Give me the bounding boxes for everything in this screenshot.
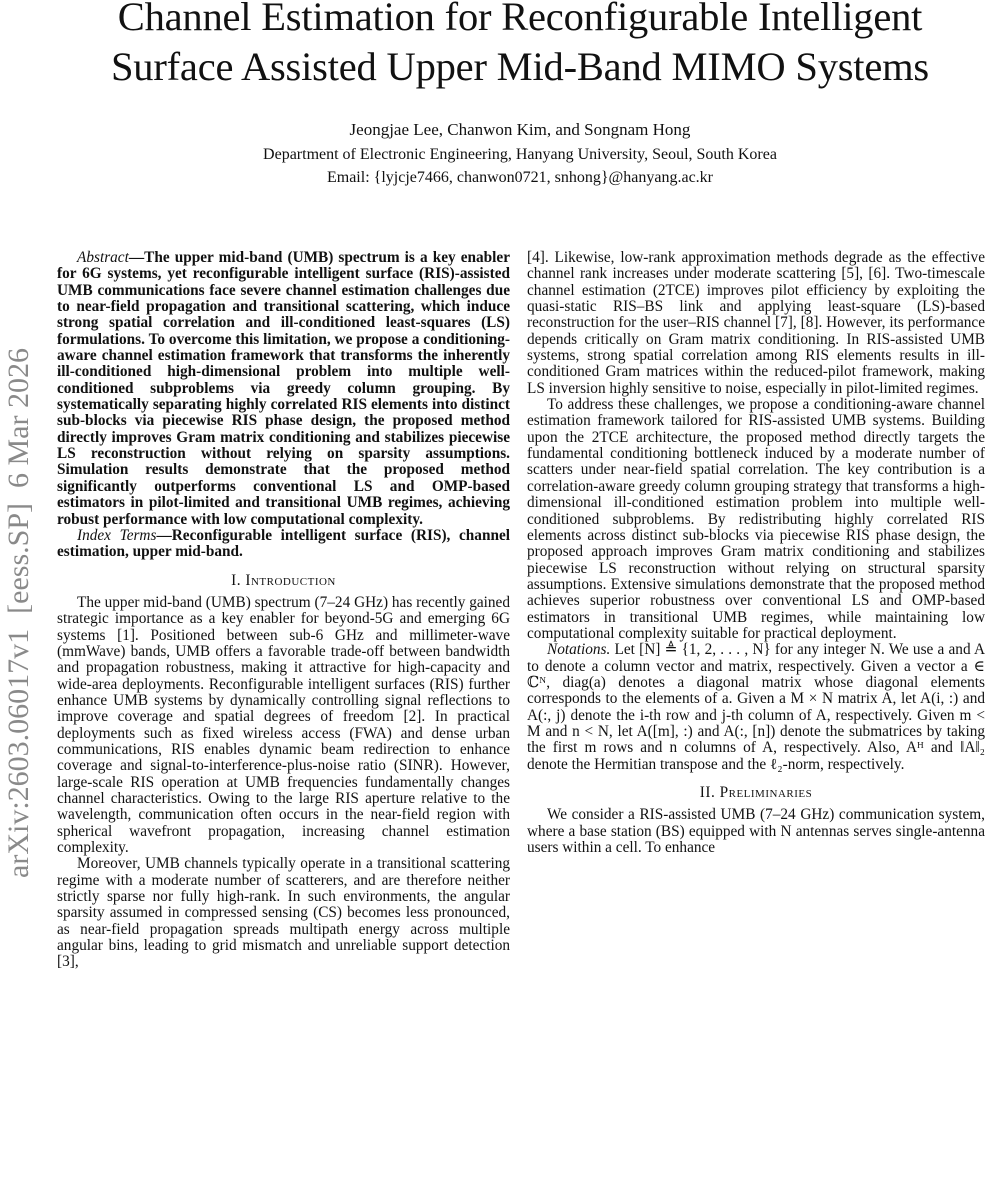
affiliation: Department of Electronic Engineering, Hanyang University, Seoul, South Korea — [263, 146, 777, 163]
title-line-1: Channel Estimation for Reconfigurable Intelligent — [117, 0, 923, 39]
paragraph: We consider a RIS-assisted UMB (7–24 GHz) communication system, where a base station (BS) equipped with N antennas serves single-antenna users within a cell. To enhance — [527, 806, 985, 857]
title-line-2: Surface Assisted Upper Mid-Band MIMO Systems — [110, 44, 929, 89]
index-terms: Index Terms—Reconfigurable intelligent surface (RIS), channel estimation, upper mid-band. — [57, 526, 510, 561]
abstract-label: Abstract — [77, 249, 129, 266]
abstract: Abstract—The upper mid-band (UMB) spectrum is a key enabler for 6G systems, yet reconfigurable intelligent surface (RIS)-assisted UMB communications face severe channel estimation challenges due to near-field propagation and transitional scattering, which induce strong spatial correlation and ill-conditioned least-squares (LS) formulations. To overcome this limitation, we propose a conditioning-aware channel estimation framework that transforms the inherently ill-conditioned high-dimensional problem into multiple well-conditioned subproblems via greedy column grouping. By systematically separating highly correlated RIS elements into distinct sub-blocks via piecewise RIS phase design, the proposed method directly improves Gram matrix conditioning and stabilizes piecewise LS reconstruction without relying on sparsity assumptions. Simulation results demonstrate that the proposed method significantly outperforms conventional LS and OMP-based estimators in pilot-limited and transitional UMB regimes, achieving robust performance with low computational complexity. — [57, 249, 510, 528]
notations-paragraph: Notations. Let [N] ≜ {1, 2, . . . , N} for any integer N. We use a and A to denote a column vector and matrix, respectively. Given a vector a ∈ ℂᴺ, diag(a) denotes a diagonal matrix whose diagonal elements corresponds to the elements of a. Given a M × N matrix A, let A(i, :) and A(:, j) denote the i-th row and j-th column of A, respectively. Given m < M and n < N, let A([m], :) and A(:, [n]) denote the submatrices by taking the first m rows and n columns of A, respectively. Also, Aᴴ and ‖A‖₂ denote the Hermitian transpose and the ℓ₂-norm, respectively. — [527, 641, 985, 773]
left-column — [57, 250, 510, 971]
right-column — [527, 250, 985, 856]
notations-label: Notations. — [547, 641, 611, 659]
section-heading-introduction: I. Introduction — [231, 571, 336, 589]
arxiv-stamp: arXiv:2603.06017v1 [eess.SP] 6 Mar 2026 — [2, 347, 35, 878]
affiliation-block — [0, 143, 985, 189]
paragraph: Moreover, UMB channels typically operate in a transitional scattering regime with a moderate number of scatterers, and are therefore neither strictly sparse nor fully high-rank. In such environments, the angular sparsity assumed in compressed sensing (CS) becomes less pronounced, as near-field propagation spreads multipath energy across multiple angular bins, leading to grid mismatch and unreliable support detection [3], — [57, 855, 510, 971]
email: Email: {lyjcje7466, chanwon0721, snhong}@hanyang.ac.kr — [326, 169, 713, 186]
index-terms-label: Index Terms — [77, 526, 157, 544]
paper-title — [0, 0, 985, 92]
authors: Jeongjae Lee, Chanwon Kim, and Songnam Hong — [349, 120, 691, 139]
paragraph: The upper mid-band (UMB) spectrum (7–24 GHz) has recently gained strategic importance as a key enabler for beyond-5G and emerging 6G systems [1]. Positioned between sub-6 GHz and millimeter-wave (mmWave) bands, UMB offers a favorable trade-off between bandwidth and propagation robustness, making it attractive for high-capacity and wide-area deployments. Reconfigurable intelligent surfaces (RIS) further enhance UMB systems by dynamically controlling signal reflections to improve coverage and spatial degrees of freedom [2]. In practical deployments such as fixed wireless access (FWA) and dense urban communications, RIS enables dynamic beam redirection to enhance coverage and signal-to-interference-plus-noise ratio (SINR). However, large-scale RIS operation at UMB frequencies fundamentally changes channel characteristics. Owing to the large RIS aperture relative to the wavelength, communication often occurs in the near-field region with spherical wavefront propagation, increasing channel estimation complexity. — [57, 593, 510, 857]
paragraph: [4]. Likewise, low-rank approximation methods degrade as the effective channel rank increases under moderate scattering [5], [6]. Two-timescale channel estimation (2TCE) improves pilot efficiency by exploiting the quasi-static RIS–BS link and applying least-square (LS)-based reconstruction for the user–RIS channel [7], [8]. However, its performance depends critically on Gram matrix conditioning. In RIS-assisted UMB systems, strong spatial correlation among RIS elements results in ill-conditioned Gram matrices within the reduced-pilot framework, making LS inversion highly sensitive to noise, especially in pilot-limited regimes. — [527, 249, 985, 397]
section-heading-preliminaries: II. Preliminaries — [699, 784, 813, 801]
paragraph: To address these challenges, we propose a conditioning-aware channel estimation framework tailored for RIS-assisted UMB systems. Building upon the 2TCE architecture, the proposed method directly targets the fundamental conditioning bottleneck induced by a moderate number of scatters under near-field spatial correlation. The key contribution is a correlation-aware greedy column grouping strategy that transforms a high-dimensional ill-conditioned estimation problem into multiple well-conditioned subproblems. By redistributing highly correlated RIS elements across distinct sub-blocks via piecewise RIS phase design, the proposed approach improves Gram matrix conditioning and stabilizes piecewise LS reconstruction without relying on structural sparsity assumptions. Extensive simulations demonstrate that the proposed method achieves superior robustness over conventional LS and OMP-based estimators in transitional UMB regimes, while maintaining low computational complexity suitable for practical deployment. — [527, 396, 985, 642]
